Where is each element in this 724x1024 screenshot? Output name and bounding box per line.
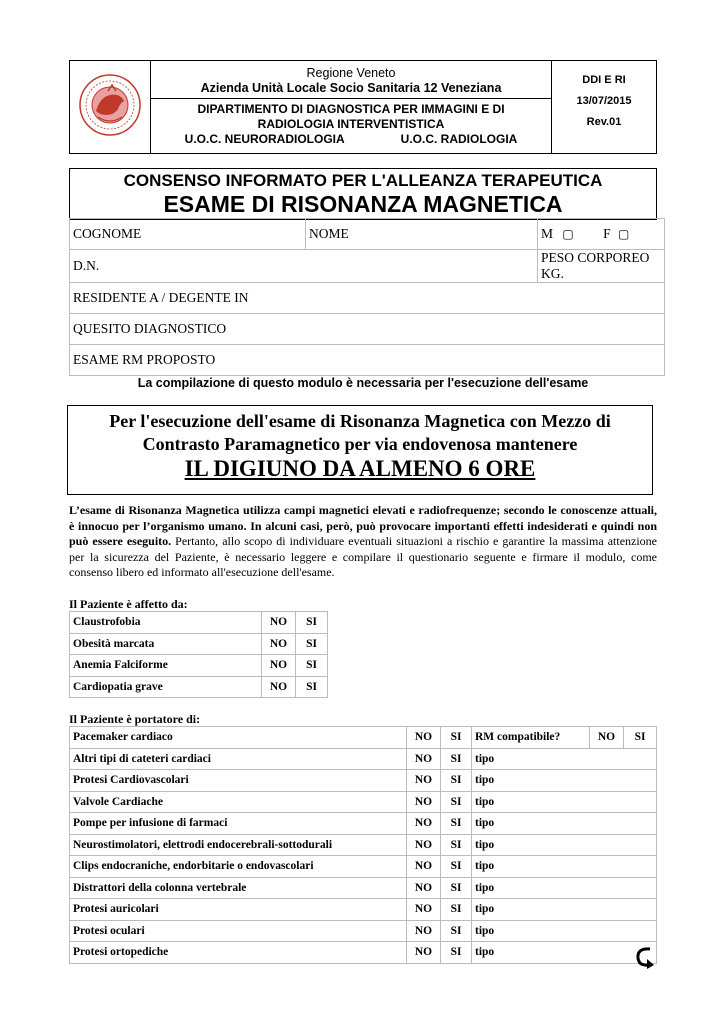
- doc-code: DDI E RI: [582, 74, 626, 86]
- device-label: Protesi ortopediche: [70, 942, 407, 964]
- nome-field[interactable]: NOME: [306, 219, 538, 250]
- pacemaker-si-option[interactable]: SI: [441, 727, 472, 749]
- uoc-neuroradiologia: U.O.C. NEURORADIOLOGIA: [184, 132, 345, 146]
- compilation-note: La compilazione di questo modulo è necessaria per l'esecuzione dell'esame: [137, 376, 589, 390]
- table-row: [70, 856, 657, 878]
- quesito-field[interactable]: QUESITO DIAGNOSTICO: [70, 314, 665, 345]
- cognome-field[interactable]: COGNOME: [70, 219, 306, 250]
- region-name: Regione Veneto: [306, 66, 396, 80]
- condition-si-option[interactable]: SI: [296, 612, 328, 634]
- rm-compatible-label: RM compatibile?: [472, 727, 590, 749]
- device-si-option[interactable]: SI: [441, 791, 472, 813]
- condition-label: Obesità marcata: [70, 633, 262, 655]
- sex-f-checkbox[interactable]: ▢: [618, 227, 630, 241]
- device-no-option[interactable]: NO: [407, 813, 441, 835]
- device-label: Valvole Cardiache: [70, 791, 407, 813]
- device-label: Distrattori della colonna vertebrale: [70, 877, 407, 899]
- department-line2: RADIOLOGIA INTERVENTISTICA: [257, 117, 445, 131]
- table-row: [70, 748, 657, 770]
- table-row: [70, 942, 657, 964]
- device-label: Altri tipi di cateteri cardiaci: [70, 748, 407, 770]
- condition-si-option[interactable]: SI: [296, 633, 328, 655]
- dn-label: D.N.: [73, 258, 100, 273]
- intro-bold-text: L’esame di Risonanza Magnetica utilizza campi magnetici elevati e radiofrequenze; secondo le conoscenze attuali, è innocuo per l’organismo umano. In alcuni casi, però, può provocare importanti effetti indesiderati e quindi non può essere eseguito.: [69, 503, 657, 549]
- consent-title: [69, 168, 657, 220]
- sex-m-label: M: [541, 226, 554, 241]
- logo-cell: [70, 61, 151, 153]
- fasting-line1: Per l'esecuzione dell'esame di Risonanza Magnetica con Mezzo di: [109, 411, 611, 431]
- condition-label: Anemia Falciforme: [70, 655, 262, 677]
- device-no-option[interactable]: NO: [407, 920, 441, 942]
- condition-no-option[interactable]: NO: [262, 655, 296, 677]
- device-label: Neurostimolatori, elettrodi endocerebrali-sottodurali: [70, 834, 407, 856]
- table-row: [70, 655, 328, 677]
- uoc-line: [151, 132, 551, 146]
- document-header: [69, 60, 657, 154]
- condition-si-option[interactable]: SI: [296, 655, 328, 677]
- affetto-table: [69, 611, 328, 698]
- device-label: Pompe per infusione di farmaci: [70, 813, 407, 835]
- table-row: [70, 612, 328, 634]
- device-no-option[interactable]: NO: [407, 899, 441, 921]
- device-si-option[interactable]: SI: [441, 942, 472, 964]
- table-row: [70, 283, 665, 314]
- title-line1: CONSENSO INFORMATO PER L'ALLEANZA TERAPEUTICA: [123, 171, 603, 190]
- doc-date: 13/07/2015: [576, 95, 632, 107]
- doc-revision: Rev.01: [586, 116, 622, 128]
- residente-field[interactable]: RESIDENTE A / DEGENTE IN: [70, 283, 665, 314]
- table-row: [70, 813, 657, 835]
- esame-field[interactable]: ESAME RM PROPOSTO: [70, 345, 665, 376]
- azienda-name: Azienda Unità Locale Socio Sanitaria 12 Veneziana: [200, 81, 502, 95]
- table-row: [70, 877, 657, 899]
- table-row: [70, 633, 328, 655]
- condition-no-option[interactable]: NO: [262, 633, 296, 655]
- device-label: Protesi auricolari: [70, 899, 407, 921]
- peso-label: PESO CORPOREO KG.: [541, 250, 650, 281]
- device-label: Protesi oculari: [70, 920, 407, 942]
- device-tipo-field[interactable]: tipo: [472, 748, 657, 770]
- sex-m-checkbox[interactable]: ▢: [562, 227, 574, 241]
- table-row: [70, 834, 657, 856]
- table-row: [70, 791, 657, 813]
- portatore-section-label: Il Paziente è portatore di:: [69, 712, 201, 726]
- device-no-option[interactable]: NO: [407, 942, 441, 964]
- table-row: [70, 219, 665, 250]
- pacemaker-label: Pacemaker cardiaco: [70, 727, 407, 749]
- device-tipo-field[interactable]: tipo: [472, 791, 657, 813]
- device-si-option[interactable]: SI: [441, 856, 472, 878]
- pacemaker-no-option[interactable]: NO: [407, 727, 441, 749]
- device-si-option[interactable]: SI: [441, 748, 472, 770]
- uoc-radiologia: U.O.C. RADIOLOGIA: [400, 132, 518, 146]
- condition-no-option[interactable]: NO: [262, 612, 296, 634]
- condition-no-option[interactable]: NO: [262, 676, 296, 698]
- fasting-line3: IL DIGIUNO DA ALMENO 6 ORE: [184, 456, 536, 481]
- dn-field[interactable]: [70, 250, 538, 283]
- device-label: Clips endocraniche, endorbitarie o endovascolari: [70, 856, 407, 878]
- device-tipo-field[interactable]: tipo: [472, 899, 657, 921]
- condition-label: Claustrofobia: [70, 612, 262, 634]
- device-si-option[interactable]: SI: [441, 920, 472, 942]
- department-line1: DIPARTIMENTO DI DIAGNOSTICA PER IMMAGINI E DI: [197, 102, 505, 116]
- table-row: [70, 727, 657, 749]
- table-row: [70, 770, 657, 792]
- device-no-option[interactable]: NO: [407, 856, 441, 878]
- condition-label: Cardiopatia grave: [70, 676, 262, 698]
- device-tipo-field[interactable]: tipo: [472, 942, 657, 964]
- page-turn-arrow-icon: [632, 946, 658, 970]
- sex-field[interactable]: [538, 219, 665, 250]
- fasting-line2: Contrasto Paramagnetico per via endovenosa mantenere: [142, 434, 578, 454]
- header-center: [151, 61, 552, 153]
- device-label: Protesi Cardiovascolari: [70, 770, 407, 792]
- device-tipo-field[interactable]: tipo: [472, 834, 657, 856]
- device-si-option[interactable]: SI: [441, 813, 472, 835]
- table-row: [70, 920, 657, 942]
- lion-seal-icon: [78, 67, 142, 147]
- table-row: [70, 899, 657, 921]
- device-tipo-field[interactable]: tipo: [472, 920, 657, 942]
- device-tipo-field[interactable]: tipo: [472, 877, 657, 899]
- device-si-option[interactable]: SI: [441, 899, 472, 921]
- rm-compatible-no-option[interactable]: NO: [590, 727, 624, 749]
- device-no-option[interactable]: NO: [407, 770, 441, 792]
- patient-data-table: [69, 218, 665, 376]
- device-no-option[interactable]: NO: [407, 791, 441, 813]
- intro-paragraph: [69, 503, 657, 581]
- device-si-option[interactable]: SI: [441, 877, 472, 899]
- document-info: [552, 61, 656, 153]
- device-tipo-field[interactable]: tipo: [472, 856, 657, 878]
- device-si-option[interactable]: SI: [441, 834, 472, 856]
- device-si-option[interactable]: SI: [441, 770, 472, 792]
- affetto-section-label: Il Paziente è affetto da:: [69, 597, 188, 611]
- table-row: [70, 314, 665, 345]
- device-no-option[interactable]: NO: [407, 877, 441, 899]
- device-no-option[interactable]: NO: [407, 748, 441, 770]
- condition-si-option[interactable]: SI: [296, 676, 328, 698]
- title-line2: ESAME DI RISONANZA MAGNETICA: [163, 191, 563, 217]
- device-no-option[interactable]: NO: [407, 834, 441, 856]
- table-row: [70, 676, 328, 698]
- device-tipo-field[interactable]: tipo: [472, 770, 657, 792]
- table-row: [70, 250, 665, 283]
- rm-compatible-si-option[interactable]: SI: [624, 727, 657, 749]
- device-tipo-field[interactable]: tipo: [472, 813, 657, 835]
- intro-normal-text: Pertanto, allo scopo di individuare eventuali situazioni a rischio e garantire la massima attenzione per la sicurezza del Paziente, è necessario leggere e compilare il questionario seguente e firmare il modulo, come consenso libero ed informato all'esecuzione dell'esame.: [69, 534, 657, 580]
- fasting-notice: [67, 405, 653, 495]
- sex-f-label: F: [603, 226, 611, 241]
- portatore-table: [69, 726, 657, 964]
- table-row: [70, 345, 665, 376]
- peso-field[interactable]: [538, 250, 665, 283]
